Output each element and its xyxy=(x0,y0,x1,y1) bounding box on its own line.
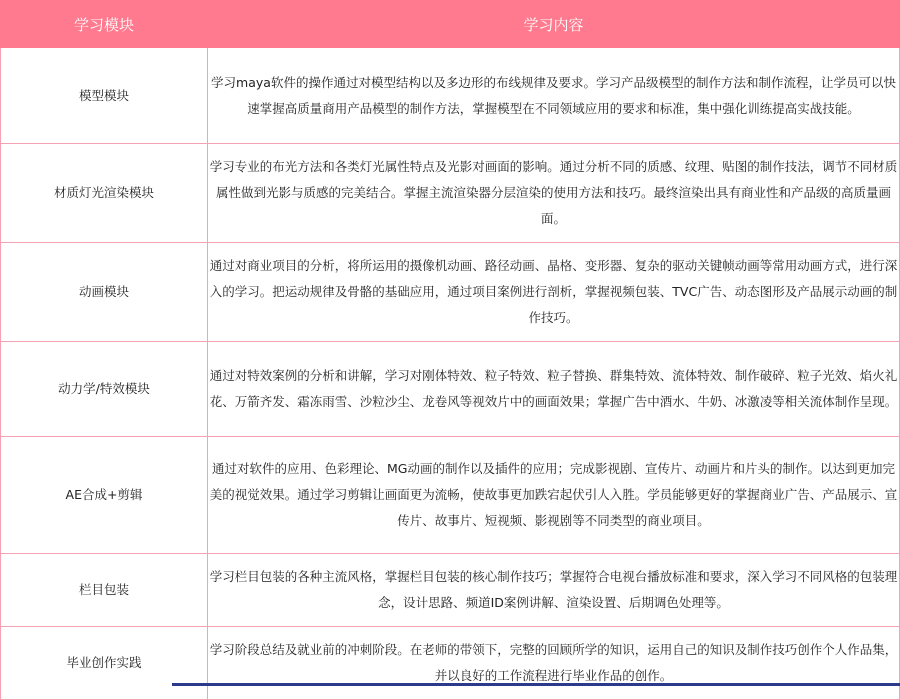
module-cell: 栏目包装 xyxy=(1,554,208,627)
header-module: 学习模块 xyxy=(1,1,208,48)
content-cell xyxy=(208,144,900,243)
module-cell: 材质灯光渲染模块 xyxy=(1,144,208,243)
content-text: 通过对特效案例的分析和讲解，学习对刚体特效、粒子特效、粒子替换、群集特效、流体特效、制作破碎、粒子光效、焰火礼花、万箭齐发、霜冻雨雪、沙粒沙尘、龙卷风等视效片中的画面效果；掌握广告中酒水、牛奶、冰激凌等相关流体制作呈现。 xyxy=(209,368,898,409)
content-text: 通过对商业项目的分析，将所运用的摄像机动画、路径动画、晶格、变形器、复杂的驱动关键帧动画等常用动画方式，进行深入的学习。把运动规律及骨骼的基础应用，通过项目案例进行剖析，掌握视频包装、TVC广告、动态图形及产品展示动画的制作技巧。 xyxy=(209,258,898,325)
table-row xyxy=(1,342,900,437)
module-cell: 模型模块 xyxy=(1,48,208,144)
module-cell: 毕业创作实践 xyxy=(1,627,208,700)
table-row xyxy=(1,437,900,554)
content-text: 学习maya软件的操作通过对模型结构以及多边形的布线规律及要求。学习产品级模型的制作方法和制作流程，让学员可以快速掌握高质量商用产品模型的制作方法，掌握模型在不同领域应用的要求和标准，集中强化训练提高实战技能。 xyxy=(211,74,896,116)
table-row xyxy=(1,554,900,627)
module-cell: AE合成+剪辑 xyxy=(1,437,208,554)
table-row xyxy=(1,144,900,243)
header-content: 学习内容 xyxy=(208,1,900,48)
content-text: 学习阶段总结及就业前的冲刺阶段。在老师的带领下，完整的回顾所学的知识，运用自己的知识及制作技巧创作个人作品集，并以良好的工作流程进行毕业作品的创作。 xyxy=(209,642,898,683)
content-text: 学习专业的布光方法和各类灯光属性特点及光影对画面的影响。通过分析不同的质感、纹理、贴图的制作技法，调节不同材质属性做到光影与质感的完美结合。掌握主流渲染器分层渲染的使用方法和技巧。最终渲染出具有商业性和产品级的高质量画面。 xyxy=(209,159,898,226)
table-row xyxy=(1,243,900,342)
table-row xyxy=(1,48,900,144)
content-cell xyxy=(208,554,900,627)
content-text: 通过对软件的应用、色彩理论、MG动画的制作以及插件的应用；完成影视剧、宣传片、动画片和片头的制作。以达到更加完美的视觉效果。通过学习剪辑让画面更为流畅，使故事更加跌宕起伏引人入胜。学员能够更好的掌握商业广告、产品展示、宣传片、故事片、短视频、影视剧等不同类型的商业项目。 xyxy=(209,461,898,528)
module-cell: 动力学/特效模块 xyxy=(1,342,208,437)
content-cell xyxy=(208,342,900,437)
content-cell xyxy=(208,243,900,342)
content-text: 学习栏目包装的各种主流风格，掌握栏目包装的核心制作技巧；掌握符合电视台播放标准和要求，深入学习不同风格的包装理念，设计思路、频道ID案例讲解、渲染设置、后期调色处理等。 xyxy=(209,569,898,610)
content-cell xyxy=(208,627,900,700)
table-header-row xyxy=(1,1,900,48)
module-cell: 动画模块 xyxy=(1,243,208,342)
content-cell xyxy=(208,437,900,554)
content-cell xyxy=(208,48,900,144)
table-row xyxy=(1,627,900,700)
